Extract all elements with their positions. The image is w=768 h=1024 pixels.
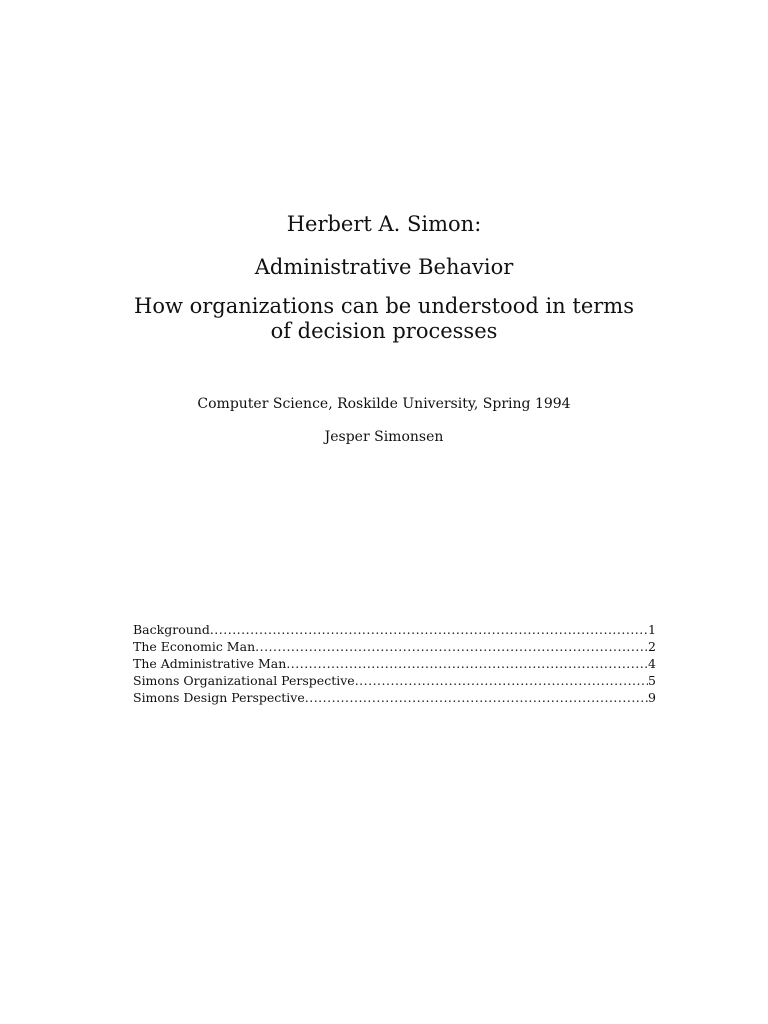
toc-leader-dots [286, 655, 648, 672]
toc-entry-label: Simons Organizational Perspective [133, 673, 355, 688]
toc-entry-label: The Economic Man [133, 639, 256, 654]
toc-entry-page: 5 [648, 673, 656, 688]
toc-entry-label: Background [133, 622, 210, 637]
toc-leader-dots [355, 672, 648, 689]
toc-entry-label: The Administrative Man [133, 656, 287, 671]
subtitle: How organizations can be understood in terms of decision processes [134, 294, 634, 343]
author: Jesper Simonsen [324, 429, 444, 445]
toc-leader-dots [255, 638, 648, 655]
toc-entry [133, 621, 656, 638]
toc-entry [133, 672, 656, 689]
title-line-2: Administrative Behavior [254, 255, 514, 279]
table-of-contents [133, 621, 656, 706]
toc-entry-page: 2 [648, 639, 656, 654]
title-line-1: Herbert A. Simon: [286, 212, 482, 236]
toc-leader-dots [210, 621, 648, 638]
toc-entry-page: 4 [648, 656, 656, 671]
toc-entry [133, 655, 656, 672]
toc-entry [133, 638, 656, 655]
toc-entry-page: 9 [648, 690, 656, 705]
toc-entry-page: 1 [648, 622, 656, 637]
affiliation: Computer Science, Roskilde University, Spring 1994 [197, 396, 571, 412]
toc-entry [133, 689, 656, 706]
toc-leader-dots [305, 689, 648, 706]
toc-entry-label: Simons Design Perspective [133, 690, 305, 705]
